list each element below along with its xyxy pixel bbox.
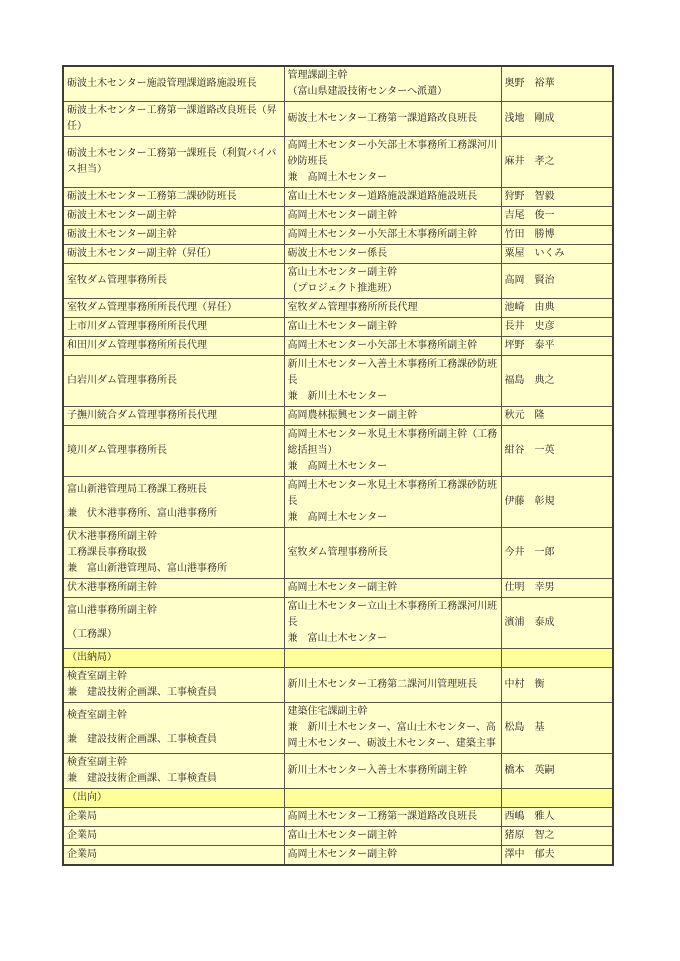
person-name: 松島 基 [504,722,545,733]
position-line: 上市川ダム管理事務所所長代理 [67,321,207,332]
name-cell [501,528,613,579]
position-line: 白岩川ダム管理事務所長 [67,375,177,386]
person-name: 福島 典之 [504,375,555,386]
old-position-cell [284,137,501,188]
position-line: 高岡土木センター氷見土木事務所工務課砂防班長 [287,480,498,507]
table-row [63,703,613,754]
table-row [63,356,613,407]
new-position-cell [63,264,284,299]
person-name: 中村 衡 [504,679,545,690]
position-line: 検査室副主幹 [67,710,127,721]
section-label: （出向） [67,792,107,803]
table-row [63,299,613,318]
section-empty-cell [284,789,501,808]
personnel-table-container [62,65,614,866]
position-line: 建築住宅課副主幹 [287,706,368,717]
section-label-cell [63,649,284,668]
new-position-cell [63,337,284,356]
table-row [63,207,613,226]
old-position-cell [284,299,501,318]
name-cell [501,668,613,703]
new-position-cell [63,188,284,207]
position-line: 富山港事務所副主幹 [67,605,157,616]
position-line: 兼 高岡土木センター [287,512,388,523]
position-line: 砺波土木センター工務第一課道路改良班長 [287,113,478,124]
name-cell [501,754,613,789]
old-position-cell [284,337,501,356]
position-line: （プロジェクト推進班） [287,283,398,294]
section-label: （出納局） [67,652,117,663]
person-name: 橋本 英嗣 [504,765,555,776]
position-line: 砺波土木センター工務第一課道路改良班長（昇任） [67,105,277,132]
name-cell [501,846,613,866]
old-position-cell [284,579,501,598]
new-position-cell [63,668,284,703]
old-position-cell [284,827,501,846]
position-line: 検査室副主幹 [67,757,127,768]
new-position-cell [63,477,284,528]
person-name: 麻井 孝之 [504,156,555,167]
section-empty-cell [501,789,613,808]
person-name: 西嶋 雅人 [504,811,555,822]
person-name: 仕明 幸男 [504,582,555,593]
position-line: 検査室副主幹 [67,671,127,682]
name-cell [501,356,613,407]
table-row [63,579,613,598]
position-line: 砺波土木センター副主幹（昇任） [67,248,217,259]
position-line: 兼 伏木港事務所、富山港事務所 [67,508,217,519]
position-line: 新川土木センター工務第二課河川管理班長 [287,679,478,690]
person-name: 粟屋 いくみ [504,248,565,259]
position-line: 砺波土木センター係長 [287,248,388,259]
table-row [63,827,613,846]
position-line: （工務課） [67,629,117,640]
position-line: 伏木港事務所副主幹 [67,531,157,542]
table-row [63,754,613,789]
new-position-cell [63,207,284,226]
position-line: 高岡土木センター工務第一課道路改良班長 [287,811,478,822]
person-name: 秋元 隆 [504,410,545,421]
position-line: 富山土木センター副主幹 [287,830,398,841]
table-row [63,102,613,137]
old-position-cell [284,808,501,827]
table-row [63,337,613,356]
position-line: 砺波土木センター工務第二課砂防班長 [67,191,237,202]
position-line: 兼 建設技術企画課、工事検査員 [67,773,217,784]
person-name: 澤中 郁夫 [504,849,555,860]
position-line: 企業局 [67,849,97,860]
old-position-cell [284,528,501,579]
old-position-cell [284,356,501,407]
old-position-cell [284,245,501,264]
position-line: 新川土木センター入善土木事務所工務課砂防班長 [287,359,498,386]
position-line: 室牧ダム管理事務所所長代理 [287,302,418,313]
name-cell [501,137,613,188]
name-cell [501,299,613,318]
person-name: 浅地 剛成 [504,113,555,124]
new-position-cell [63,137,284,188]
name-cell [501,245,613,264]
position-line: 室牧ダム管理事務所長 [287,547,388,558]
section-label-cell [63,789,284,808]
new-position-cell [63,598,284,649]
new-position-cell [63,356,284,407]
table-row [63,137,613,188]
new-position-cell [63,808,284,827]
person-name: 濱浦 泰成 [504,617,555,628]
person-name: 池崎 由典 [504,302,555,313]
position-line: 工務課長事務取扱 [67,547,147,558]
person-name: 吉尾 俊一 [504,210,555,221]
position-line: 高岡土木センター小矢部土木事務所副主幹 [287,229,478,240]
position-line: 砺波土木センター副主幹 [67,229,177,240]
position-line: （富山県建設技術センターへ派遣） [287,86,448,97]
name-cell [501,66,613,102]
personnel-table [62,65,614,866]
position-line: 高岡土木センター氷見土木事務所副主幹（工務総括担当） [287,429,498,456]
name-cell [501,808,613,827]
old-position-cell [284,188,501,207]
table-row [63,226,613,245]
old-position-cell [284,66,501,102]
old-position-cell [284,846,501,866]
table-row [63,477,613,528]
section-empty-cell [284,649,501,668]
position-line: 境川ダム管理事務所長 [67,445,167,456]
old-position-cell [284,477,501,528]
old-position-cell [284,668,501,703]
name-cell [501,407,613,426]
person-name: 狩野 智毅 [504,191,555,202]
position-line: 子撫川統合ダム管理事務所長代理 [67,410,217,421]
position-line: 伏木港事務所副主幹 [67,582,157,593]
old-position-cell [284,407,501,426]
name-cell [501,102,613,137]
position-line: 管理課副主幹 [287,70,348,81]
new-position-cell [63,846,284,866]
position-line: 新川土木センター入善土木事務所副主幹 [287,765,468,776]
person-name: 今井 一郎 [504,547,555,558]
position-line: 兼 富山土木センター [287,633,388,644]
position-line: 高岡農林振興センター副主幹 [287,410,418,421]
person-name: 長井 史彦 [504,321,555,332]
section-row [63,789,613,808]
old-position-cell [284,102,501,137]
position-line: 富山土木センター副主幹 [287,267,398,278]
position-line: 富山新港管理局工務課工務班長 [67,484,207,495]
position-line: 高岡土木センター副主幹 [287,849,398,860]
name-cell [501,226,613,245]
old-position-cell [284,703,501,754]
position-line: 富山土木センター副主幹 [287,321,398,332]
position-line: 企業局 [67,811,97,822]
name-cell [501,264,613,299]
old-position-cell [284,207,501,226]
new-position-cell [63,66,284,102]
position-line: 高岡土木センター副主幹 [287,210,398,221]
old-position-cell [284,426,501,477]
person-name: 竹田 勝博 [504,229,555,240]
name-cell [501,827,613,846]
new-position-cell [63,528,284,579]
position-line: 兼 建設技術企画課、工事検査員 [67,687,217,698]
position-line: 兼 富山新港管理局、富山港事務所 [67,563,227,574]
table-row [63,245,613,264]
name-cell [501,579,613,598]
position-line: 企業局 [67,830,97,841]
position-line: 富山土木センター立山土木事務所工務課河川班長 [287,601,498,628]
position-line [67,619,281,627]
new-position-cell [63,299,284,318]
name-cell [501,337,613,356]
table-row [63,264,613,299]
position-line [67,498,281,506]
person-name: 伊藤 彰規 [504,496,555,507]
position-line: 兼 高岡土木センター [287,461,388,472]
person-name: 坪野 泰平 [504,340,555,351]
new-position-cell [63,407,284,426]
personnel-table-body [63,66,613,865]
table-row [63,66,613,102]
table-row [63,846,613,866]
new-position-cell [63,245,284,264]
table-row [63,668,613,703]
old-position-cell [284,318,501,337]
position-line: 兼 新川土木センター [287,391,388,402]
person-name: 紺谷 一英 [504,445,555,456]
position-line: 和田川ダム管理事務所所長代理 [67,340,207,351]
position-line: 高岡土木センター小矢部土木事務所工務課河川砂防班長 [287,140,498,167]
table-row [63,318,613,337]
new-position-cell [63,318,284,337]
person-name: 奥野 裕華 [504,78,555,89]
person-name: 猪原 智之 [504,830,555,841]
position-line: 富山土木センター道路施設課道路施設班長 [287,191,478,202]
position-line: 砺波土木センター工務第一課班長（利賀バイパス担当） [67,148,277,175]
position-line: 兼 高岡土木センター [287,172,388,183]
position-line: 兼 建設技術企画課、工事検査員 [67,734,217,745]
new-position-cell [63,226,284,245]
name-cell [501,703,613,754]
section-empty-cell [501,649,613,668]
table-row [63,188,613,207]
position-line: 室牧ダム管理事務所所長代理（昇任） [67,302,237,313]
position-line: 高岡土木センター副主幹 [287,582,398,593]
new-position-cell [63,703,284,754]
position-line: 高岡土木センター小矢部土木事務所副主幹 [287,340,478,351]
position-line: 砺波土木センター施設管理課道路施設班長 [67,78,257,89]
table-row [63,426,613,477]
name-cell [501,207,613,226]
name-cell [501,598,613,649]
new-position-cell [63,426,284,477]
position-line: 砺波土木センター副主幹 [67,210,177,221]
table-row [63,528,613,579]
old-position-cell [284,226,501,245]
position-line [67,724,281,732]
table-row [63,598,613,649]
new-position-cell [63,827,284,846]
new-position-cell [63,754,284,789]
old-position-cell [284,598,501,649]
table-row [63,808,613,827]
name-cell [501,318,613,337]
position-line: 室牧ダム管理事務所長 [67,275,167,286]
old-position-cell [284,264,501,299]
new-position-cell [63,579,284,598]
section-row [63,649,613,668]
person-name: 高岡 賢治 [504,275,555,286]
name-cell [501,426,613,477]
old-position-cell [284,754,501,789]
name-cell [501,477,613,528]
table-row [63,407,613,426]
position-line: 兼 新川土木センター、富山土木センター、高岡土木センター、砺波土木センター、建築主事 [287,722,496,749]
new-position-cell [63,102,284,137]
name-cell [501,188,613,207]
